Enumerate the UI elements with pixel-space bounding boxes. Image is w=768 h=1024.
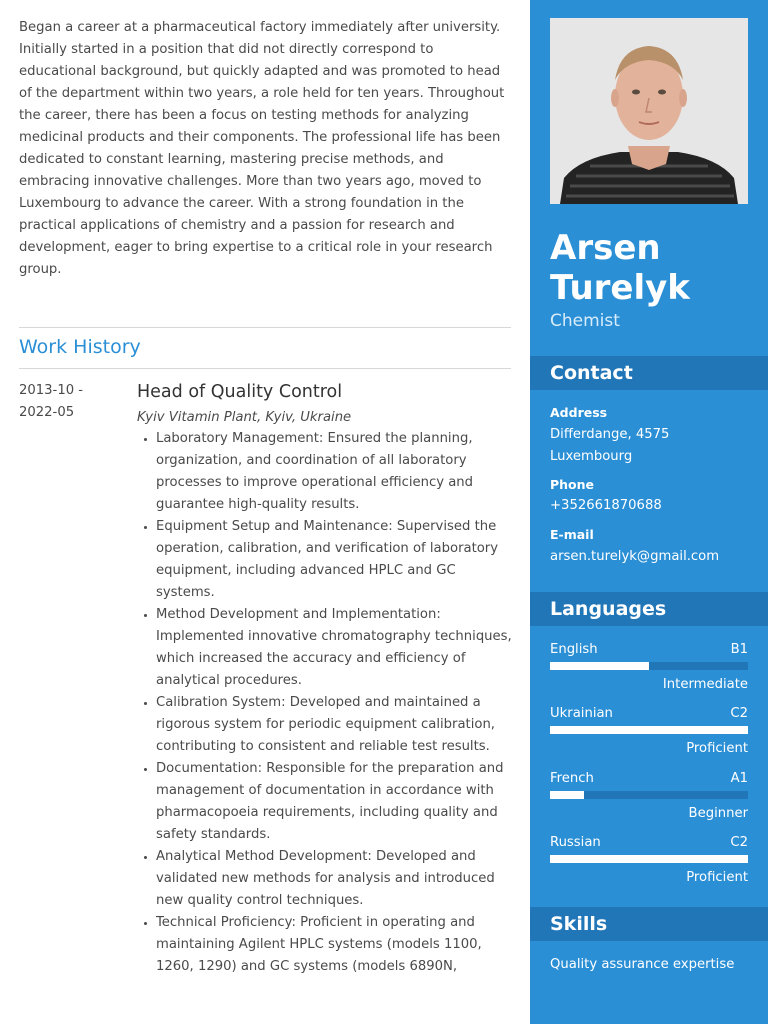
language-bar xyxy=(550,855,748,863)
language-bar-fill xyxy=(550,662,649,670)
section-divider xyxy=(19,327,511,328)
email-value: arsen.turelyk@gmail.com xyxy=(550,549,720,564)
language-level: Beginner xyxy=(688,806,748,821)
last-name: Turelyk xyxy=(550,268,690,308)
language-item xyxy=(550,834,748,888)
job-bullet: • Laboratory Management: Ensured the planning, organization, and coordination of all laboratory processes to improve operational efficiency and guarantee high-quality results. xyxy=(156,428,513,516)
languages-heading: Languages xyxy=(550,598,667,620)
candidate-name xyxy=(550,228,760,308)
language-code: C2 xyxy=(730,706,748,721)
work-history-heading: Work History xyxy=(19,336,141,358)
language-bar-fill xyxy=(550,791,584,799)
section-divider xyxy=(19,368,511,369)
skill-item: Quality assurance expertise xyxy=(550,957,735,972)
job-bullet: • Documentation: Responsible for the preparation and management of documentation in accordance with pharmacopoeia requirements, including quality and safety standards. xyxy=(156,758,513,846)
job-bullet: • Calibration System: Developed and maintained a rigorous system for periodic equipment calibration, contributing to consistent and reliable test results. xyxy=(156,692,513,758)
first-name: Arsen xyxy=(550,228,661,268)
language-bar xyxy=(550,726,748,734)
language-name: Ukrainian xyxy=(550,706,613,721)
portrait-image xyxy=(550,18,748,204)
email-label: E-mail xyxy=(550,527,594,542)
skills-heading: Skills xyxy=(550,913,608,935)
language-level: Proficient xyxy=(686,870,748,885)
language-level: Intermediate xyxy=(662,677,748,692)
language-code: B1 xyxy=(730,642,748,657)
contact-heading: Contact xyxy=(550,362,633,384)
job-bullet: • Analytical Method Development: Developed and validated new methods for analysis and introduced new quality control techniques. xyxy=(156,846,513,912)
language-name: Russian xyxy=(550,835,601,850)
phone-label: Phone xyxy=(550,477,595,492)
professional-summary: Began a career at a pharmaceutical factory immediately after university. Initially started in a position that did not directly correspond to educational background, but quickly adapted and was promoted to head of the department within two years, a role held for ten years. Throughout the career, there has been a focus on testing methods for analyzing medicinal products and their components. The professional life has been dedicated to constant learning, mastering precise methods, and embracing innovative challenges. More than two years ago, moved to Luxembourg to advance the career. With a strong foundation in the practical applications of chemistry and a passion for research and development, eager to bring expertise to a critical role in your research group. xyxy=(19,20,505,277)
job-role: Chemist xyxy=(550,311,620,331)
language-name: English xyxy=(550,642,598,657)
language-level: Proficient xyxy=(686,741,748,756)
address-value: Differdange, 4575 Luxembourg xyxy=(550,427,670,464)
job-responsibilities xyxy=(137,428,513,978)
language-item xyxy=(550,641,748,695)
language-code: C2 xyxy=(730,835,748,850)
address-label: Address xyxy=(550,405,608,420)
job-company: Kyiv Vitamin Plant, Kyiv, Ukraine xyxy=(137,410,352,425)
profile-photo xyxy=(550,18,748,204)
skills-header xyxy=(530,907,768,941)
language-bar-fill xyxy=(550,726,748,734)
language-code: A1 xyxy=(730,771,748,786)
job-title: Head of Quality Control xyxy=(137,382,343,402)
sidebar xyxy=(530,0,768,1024)
language-bar-fill xyxy=(550,855,748,863)
contact-header xyxy=(530,356,768,390)
job-bullet: • Technical Proficiency: Proficient in operating and maintaining Agilent HPLC systems (models 1100, 1260, 1290) and GC systems (models 6890N, xyxy=(156,912,513,978)
language-bar xyxy=(550,662,748,670)
languages-header xyxy=(530,592,768,626)
job-bullet: • Equipment Setup and Maintenance: Supervised the operation, calibration, and verification of laboratory equipment, including advanced HPLC and GC systems. xyxy=(156,516,513,604)
language-bar xyxy=(550,791,748,799)
language-name: French xyxy=(550,771,594,786)
job-bullet: • Method Development and Implementation: Implemented innovative chromatography techniques, which increased the accuracy and efficiency of analytical procedures. xyxy=(156,604,513,692)
language-item xyxy=(550,770,748,824)
phone-value: +352661870688 xyxy=(550,498,662,513)
language-item xyxy=(550,705,748,759)
job-dates: 2013-10 - 2022-05 xyxy=(19,383,84,420)
job-entry xyxy=(137,378,513,978)
